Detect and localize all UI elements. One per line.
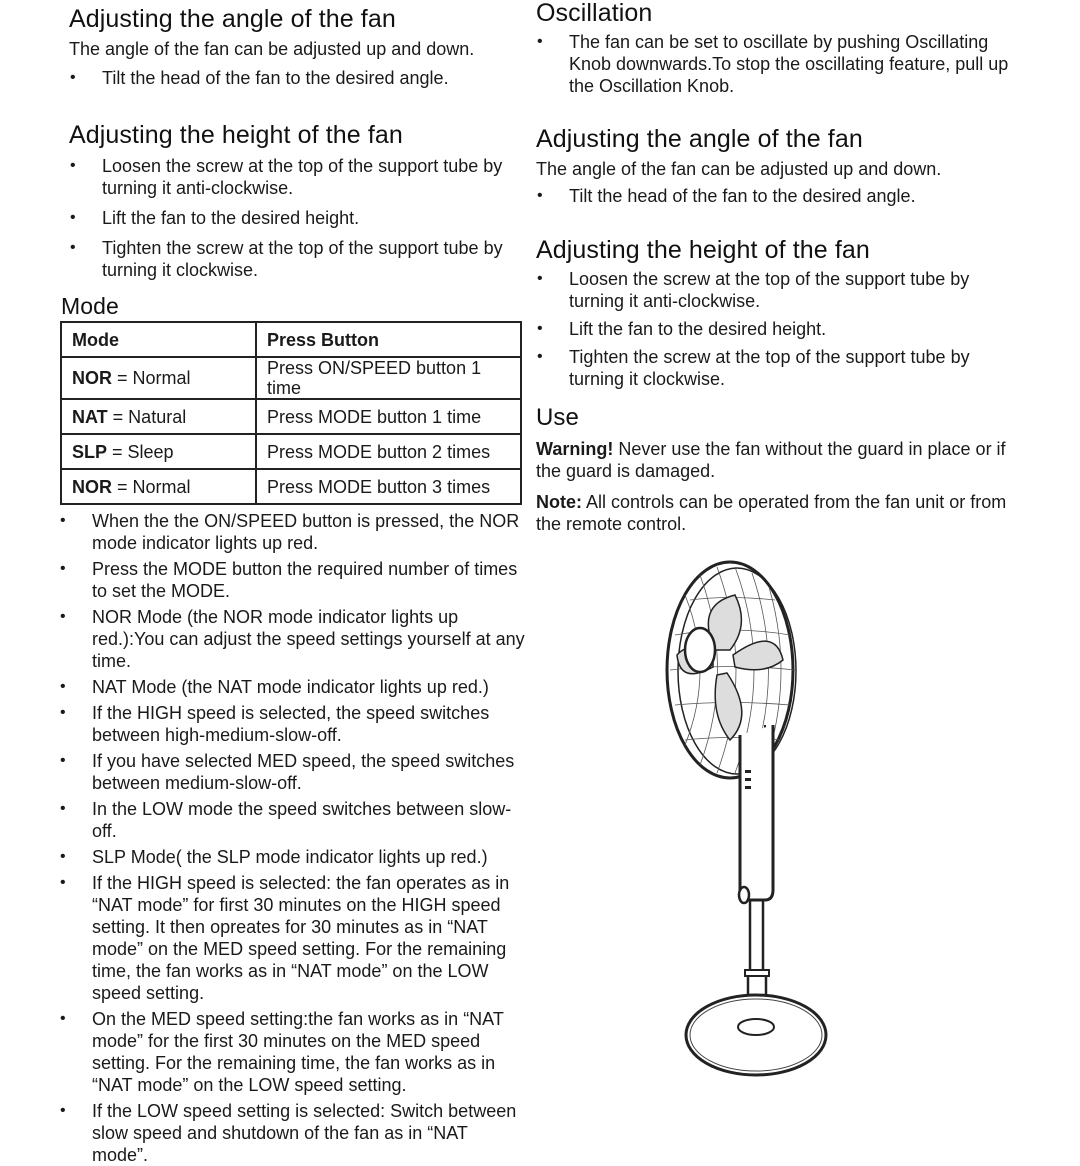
mode-name: = Natural [107, 406, 187, 427]
table-cell-action: Press ON/SPEED button 1 time [256, 357, 521, 399]
list-item: • NAT Mode (the NAT mode indicator lights up red.) [92, 676, 527, 698]
list-item: • In the LOW mode the speed switches between slow-off. [92, 798, 527, 842]
table-row [61, 399, 521, 434]
table-header-row [61, 322, 521, 357]
list-item: • The fan can be set to oscillate by pushing Oscillating Knob downwards.To stop the oscillating feature, pull up the Oscillation Knob. [569, 31, 1024, 97]
oscillation-list [569, 31, 1024, 97]
table-row [61, 434, 521, 469]
table-row [61, 469, 521, 504]
left-angle-text: The angle of the fan can be adjusted up and down. [69, 39, 475, 59]
table-header-cell: Mode [61, 322, 256, 357]
table-cell-mode [61, 434, 256, 469]
right-angle-list [569, 185, 1009, 207]
control-button-icon [745, 786, 751, 789]
table-cell-mode [61, 357, 256, 399]
standing-fan-illustration [655, 555, 835, 1080]
mode-table [60, 321, 522, 505]
mode-name: = Sleep [107, 441, 174, 462]
left-angle-title: Adjusting the angle of the fan [69, 5, 396, 33]
list-item: • If the HIGH speed is selected: the fan operates as in “NAT mode” for first 30 minutes on the HIGH speed setting. It then opreates for 30 minutes as in “NAT mode” on the MED speed setting. For the remaining time, the fan works as in “NAT mode” on the LOW speed setting. [92, 872, 527, 1004]
left-height-list [102, 155, 522, 281]
warning-paragraph [536, 438, 1026, 482]
list-item: • SLP Mode( the SLP mode indicator lights up red.) [92, 846, 527, 868]
list-item: • Tilt the head of the fan to the desired angle. [102, 67, 522, 89]
list-item: • Loosen the screw at the top of the support tube by turning it anti-clockwise. [569, 268, 1009, 312]
fan-hub [685, 628, 715, 672]
mode-name: = Normal [112, 368, 191, 388]
list-item: • Tighten the screw at the top of the support tube by turning it clockwise. [102, 237, 522, 281]
right-angle-title: Adjusting the angle of the fan [536, 125, 863, 153]
fan-blade [733, 641, 783, 670]
list-item: • Tilt the head of the fan to the desired angle. [569, 185, 1009, 207]
table-cell-action: Press MODE button 1 time [256, 399, 521, 434]
list-item: • Press the MODE button the required number of times to set the MODE. [92, 558, 527, 602]
oscillation-title: Oscillation [536, 0, 653, 27]
note-label: Note: [536, 492, 582, 512]
list-item: • On the MED speed setting:the fan works as in “NAT mode” for the first 30 minutes on the MED speed setting. For the remaining time, the fan works as in “NAT mode” on the LOW speed setting. [92, 1008, 527, 1096]
list-item: • When the the ON/SPEED button is pressed, the NOR mode indicator lights up red. [92, 510, 527, 554]
use-title: Use [536, 404, 579, 431]
mode-info-list [92, 510, 527, 1166]
table-cell-mode [61, 469, 256, 504]
list-item: • Tighten the screw at the top of the support tube by turning it clockwise. [569, 346, 1009, 390]
list-item: • NOR Mode (the NOR mode indicator lights up red.):You can adjust the speed settings yourself at any time. [92, 606, 527, 672]
table-row [61, 357, 521, 399]
control-column [740, 725, 773, 900]
list-item: • Lift the fan to the desired height. [569, 318, 1009, 340]
control-button-icon [745, 778, 751, 781]
mode-code: NOR [72, 476, 112, 497]
note-text: All controls can be operated from the fan unit or from the remote control. [536, 492, 1007, 534]
table-cell-action: Press MODE button 3 times [256, 469, 521, 504]
warning-text: Never use the fan without the guard in place or if the guard is damaged. [536, 439, 1006, 481]
list-item: • If the LOW speed setting is selected: Switch between slow speed and shutdown of the fan as in “NAT mode”. [92, 1100, 527, 1166]
mode-code: NAT [72, 406, 108, 427]
right-height-list [569, 268, 1009, 390]
mode-code: SLP [72, 441, 108, 462]
mode-title: Mode [61, 293, 119, 319]
note-paragraph [536, 491, 1026, 535]
mode-name: = Normal [112, 476, 191, 497]
right-angle-text: The angle of the fan can be adjusted up and down. [536, 159, 942, 179]
list-item: • If you have selected MED speed, the speed switches between medium-slow-off. [92, 750, 527, 794]
right-height-title: Adjusting the height of the fan [536, 236, 870, 264]
list-item: • Loosen the screw at the top of the support tube by turning it anti-clockwise. [102, 155, 522, 199]
control-button-icon [745, 770, 751, 773]
mode-code: NOR [72, 368, 112, 388]
table-cell-mode [61, 399, 256, 434]
left-angle-list [102, 67, 522, 89]
table-header-cell: Press Button [256, 322, 521, 357]
height-knob-icon [739, 887, 749, 903]
warning-label: Warning! [536, 439, 614, 459]
list-item: • Lift the fan to the desired height. [102, 207, 522, 229]
table-cell-action: Press MODE button 2 times [256, 434, 521, 469]
fan-blade [715, 673, 742, 740]
list-item: • If the HIGH speed is selected, the speed switches between high-medium-slow-off. [92, 702, 527, 746]
left-height-title: Adjusting the height of the fan [69, 121, 403, 149]
